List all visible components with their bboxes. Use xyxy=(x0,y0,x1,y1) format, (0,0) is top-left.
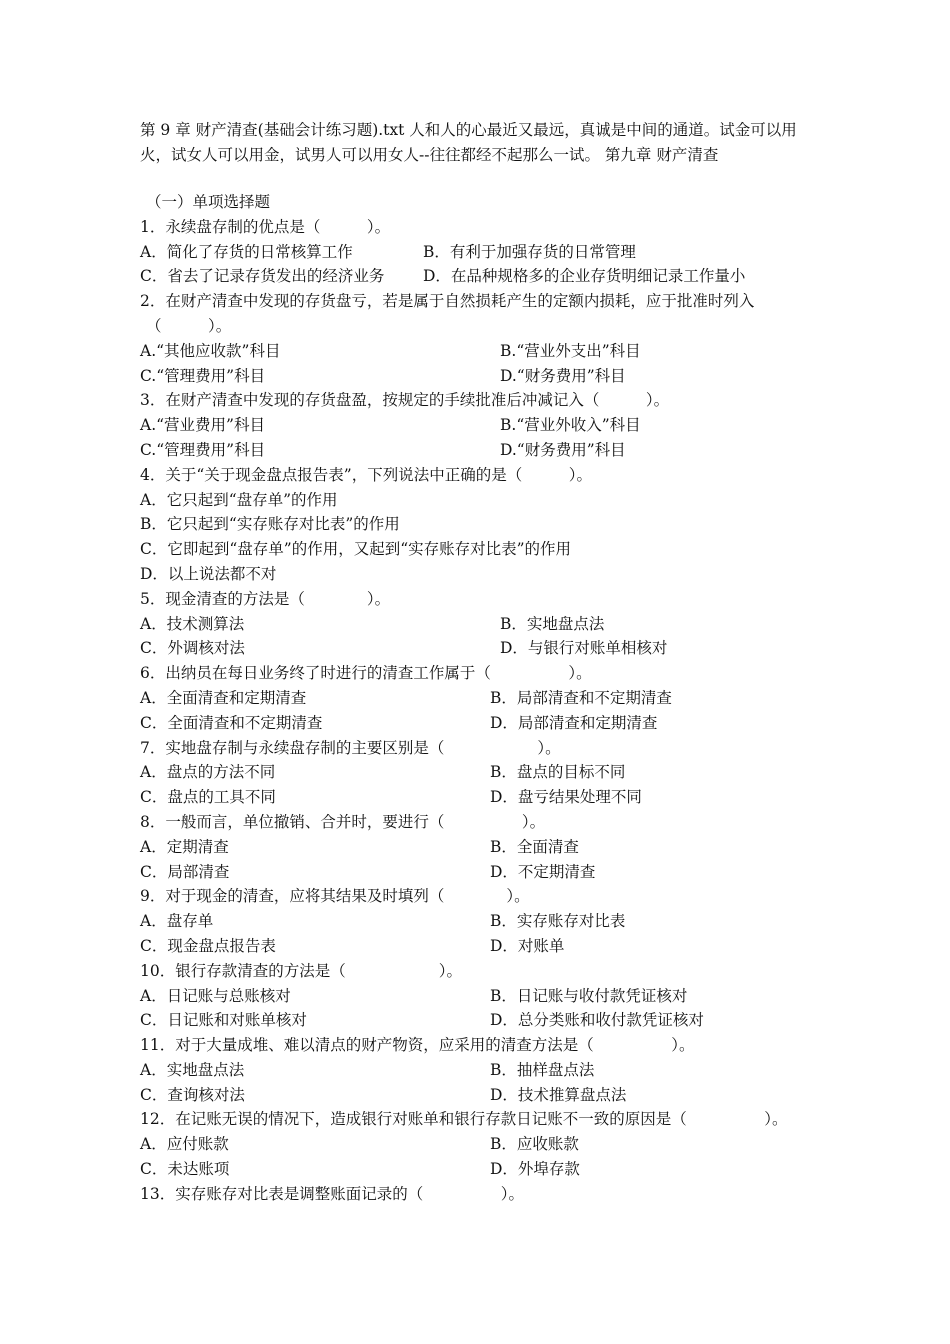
answer-option: C.“管理费用”科目 xyxy=(140,440,266,459)
answer-option: B.“营业外支出”科目 xyxy=(500,341,641,360)
answer-option: B．它只起到“实存账存对比表”的作用 xyxy=(140,515,400,534)
answer-option: D．在品种规格多的企业存货明细记录工作量小 xyxy=(423,267,746,286)
option-row xyxy=(140,760,820,785)
answer-option: C．日记账和对账单核对 xyxy=(140,1011,307,1030)
answer-option: D．局部清查和定期清查 xyxy=(490,713,658,732)
option-row xyxy=(140,984,820,1009)
question-stem: 3．在财产清查中发现的存货盘盈，按规定的手续批准后冲减记入（ ）。 xyxy=(140,391,670,410)
option-row xyxy=(140,636,820,661)
question-stem: 10．银行存款清查的方法是（ ）。 xyxy=(140,961,462,980)
answer-option: D．盘亏结果处理不同 xyxy=(490,788,642,807)
question-stem: 7．实地盘存制与永续盘存制的主要区别是（ ）。 xyxy=(140,738,561,757)
option-row xyxy=(140,512,820,537)
option-row xyxy=(140,1008,820,1033)
answer-option: D．不定期清查 xyxy=(490,862,596,881)
question-stem: 12．在记账无误的情况下，造成银行对账单和银行存款日记账不一致的原因是（ ）。 xyxy=(140,1110,788,1129)
question-stem: 1．永续盘存制的优点是（ ）。 xyxy=(140,217,391,236)
question-stem: 9．对于现金的清查，应将其结果及时填列（ ）。 xyxy=(140,887,530,906)
answer-option: C．现金盘点报告表 xyxy=(140,936,276,955)
answer-option: D.“财务费用”科目 xyxy=(500,440,626,459)
option-row xyxy=(140,1132,820,1157)
answer-option: B．抽样盘点法 xyxy=(490,1060,595,1079)
answer-option: B．实存账存对比表 xyxy=(490,912,626,931)
answer-option: A．盘点的方法不同 xyxy=(140,763,276,782)
option-row xyxy=(140,264,820,289)
option-row xyxy=(140,240,820,265)
option-row xyxy=(140,1058,820,1083)
section-heading: （一）单项选择题 xyxy=(146,193,271,211)
option-row xyxy=(140,364,820,389)
answer-option: A．全面清查和定期清查 xyxy=(140,688,307,707)
answer-option: B．应收账款 xyxy=(490,1135,579,1154)
answer-option: A．盘存单 xyxy=(140,912,214,931)
answer-option: B.“营业外收入”科目 xyxy=(500,416,641,435)
answer-option: C．外调核对法 xyxy=(140,639,245,658)
answer-option: C．局部清查 xyxy=(140,862,230,881)
answer-option: D．总分类账和收付款凭证核对 xyxy=(490,1011,704,1030)
answer-option: D．外埠存款 xyxy=(490,1160,580,1179)
answer-option: C．全面清查和不定期清查 xyxy=(140,713,323,732)
answer-option: A．定期清查 xyxy=(140,837,229,856)
answer-option: D．以上说法都不对 xyxy=(140,564,277,583)
option-row xyxy=(140,562,820,587)
option-row xyxy=(140,413,820,438)
option-row xyxy=(140,488,820,513)
option-row xyxy=(140,537,820,562)
answer-option: D．与银行对账单相核对 xyxy=(500,639,668,658)
answer-option: D.“财务费用”科目 xyxy=(500,366,626,385)
answer-option: B．局部清查和不定期清查 xyxy=(490,688,672,707)
answer-option: C.“管理费用”科目 xyxy=(140,366,266,385)
option-row xyxy=(140,711,820,736)
question-stem: 11．对于大量成堆、难以清点的财产物资，应采用的清查方法是（ ）。 xyxy=(140,1036,695,1055)
answer-option: B．有利于加强存货的日常管理 xyxy=(423,242,636,261)
option-row xyxy=(140,612,820,637)
option-row xyxy=(140,835,820,860)
answer-option: D．技术推算盘点法 xyxy=(490,1085,627,1104)
answer-option: A.“其他应收款”科目 xyxy=(140,341,281,360)
question-list xyxy=(140,190,820,1207)
option-row xyxy=(140,1157,820,1182)
option-row xyxy=(140,934,820,959)
question-stem: 2．在财产清查中发现的存货盘亏，若是属于自然损耗产生的定额内损耗，应于批准时列入 xyxy=(140,292,755,311)
answer-option: B．盘点的目标不同 xyxy=(490,763,626,782)
answer-option: C．省去了记录存货发出的经济业务 xyxy=(140,267,385,286)
answer-option: C．它即起到“盘存单”的作用，又起到“实存账存对比表”的作用 xyxy=(140,540,572,559)
answer-option: C．盘点的工具不同 xyxy=(140,788,276,807)
answer-option: A．它只起到“盘存单”的作用 xyxy=(140,490,338,509)
answer-option: A．实地盘点法 xyxy=(140,1060,245,1079)
answer-option: A．应付账款 xyxy=(140,1135,229,1154)
answer-option: A.“营业费用”科目 xyxy=(140,416,265,435)
question-stem: 13．实存账存对比表是调整账面记录的（ ）。 xyxy=(140,1184,524,1203)
question-stem: 8．一般而言，单位撤销、合并时，要进行（ ）。 xyxy=(140,812,546,831)
answer-option: B．全面清查 xyxy=(490,837,579,856)
option-row xyxy=(140,1083,820,1108)
option-row xyxy=(140,438,820,463)
question-stem-continued: （ ）。 xyxy=(146,316,232,335)
question-stem: 5．现金清查的方法是（ ）。 xyxy=(140,589,391,608)
answer-option: D．对账单 xyxy=(490,936,565,955)
question-stem: 6．出纳员在每日业务终了时进行的清查工作属于（ ）。 xyxy=(140,664,592,683)
answer-option: C．未达账项 xyxy=(140,1160,230,1179)
answer-option: A．日记账与总账核对 xyxy=(140,986,291,1005)
option-row xyxy=(140,860,820,885)
answer-option: B．日记账与收付款凭证核对 xyxy=(490,986,688,1005)
answer-option: B．实地盘点法 xyxy=(500,614,605,633)
question-stem: 4．关于“关于现金盘点报告表”，下列说法中正确的是（ ）。 xyxy=(140,465,592,484)
option-row xyxy=(140,785,820,810)
answer-option: C．查询核对法 xyxy=(140,1085,245,1104)
option-row xyxy=(140,686,820,711)
option-row xyxy=(140,909,820,934)
option-row xyxy=(140,339,820,364)
answer-option: A．简化了存货的日常核算工作 xyxy=(140,242,353,261)
document-intro: 第 9 章 财产清查(基础会计练习题).txt 人和人的心最近又最远，真诚是中间的通道。试金可以用火，试女人可以用金，试男人可以用女人--往往都经不起那么一试。 第九章 财产清查 xyxy=(140,121,797,164)
answer-option: A．技术测算法 xyxy=(140,614,245,633)
